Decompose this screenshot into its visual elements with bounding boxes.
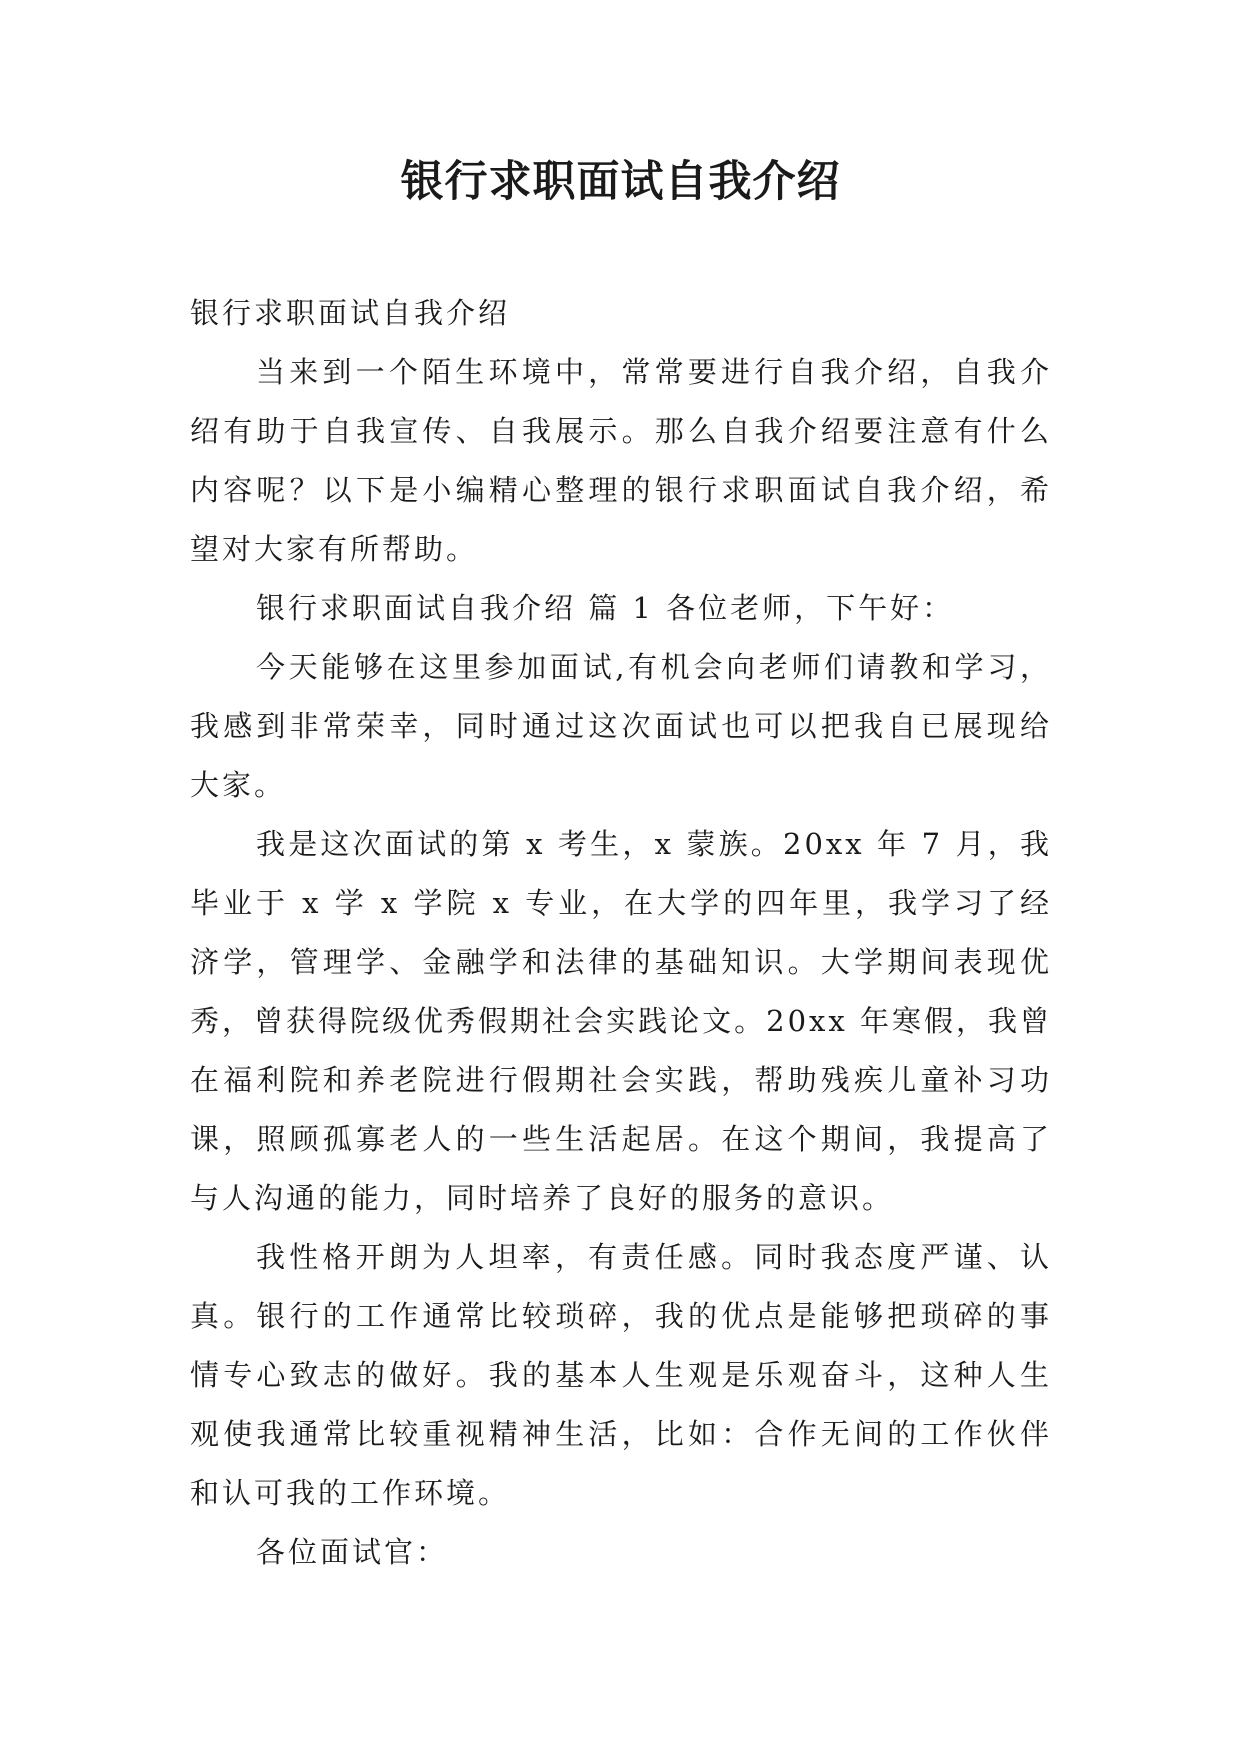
document-subtitle: 银行求职面试自我介绍 (190, 296, 511, 330)
document-body (190, 284, 1052, 1582)
paragraph-opening: 今天能够在这里参加面试,有机会向老师们请教和学习，我感到非常荣幸，同时通过这次面试也可以把我自已展现给大家。 (190, 650, 1052, 802)
paragraph-background: 我是这次面试的第 x 考生，x 蒙族。20xx 年 7 月，我毕业于 x 学 x 学院 x 专业，在大学的四年里，我学习了经济学，管理学、金融学和法律的基础知识。大学期间表现优秀，曾获得院级优秀假期社会实践论文。20xx 年寒假，我曾在福利院和养老院进行假期社会实践，帮助残疾儿童补习功课，照顾孤寡老人的一些生活起居。在这个期间，我提高了与人沟通的能力，同时培养了良好的服务的意识。 (190, 827, 1052, 1215)
document-title: 银行求职面试自我介绍 (400, 157, 841, 207)
paragraph-greeting: 银行求职面试自我介绍 篇 1 各位老师，下午好： (256, 591, 955, 625)
paragraph-intro: 当来到一个陌生环境中，常常要进行自我介绍，自我介绍有助于自我宣传、自我展示。那么自我介绍要注意有什么内容呢？以下是小编精心整理的银行求职面试自我介绍，希望对大家有所帮助。 (190, 355, 1052, 566)
paragraph-address: 各位面试官： (256, 1535, 449, 1569)
paragraph-personality: 我性格开朗为人坦率，有责任感。同时我态度严谨、认真。银行的工作通常比较琐碎，我的优点是能够把琐碎的事情专心致志的做好。我的基本人生观是乐观奋斗，这种人生观使我通常比较重视精神生活，比如：合作无间的工作伙伴和认可我的工作环境。 (190, 1240, 1052, 1510)
